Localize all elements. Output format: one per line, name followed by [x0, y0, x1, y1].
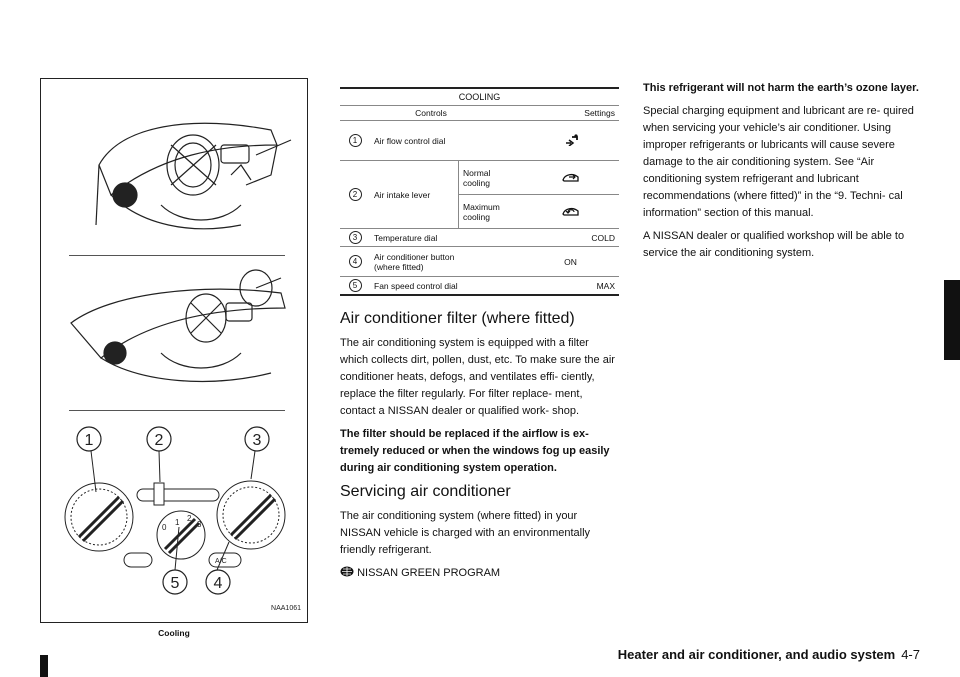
section-tab-marker [944, 280, 960, 360]
middle-column [340, 310, 620, 588]
row-number: 4 [349, 255, 362, 268]
row-number: 1 [349, 134, 362, 147]
fan-scale-1: 1 [175, 518, 180, 527]
dashboard-illustration-middle [41, 263, 307, 403]
figure-code: NAA1061 [271, 605, 301, 612]
recirculation-icon [561, 205, 581, 217]
ozone-note: This refrigerant will not harm the earth’s ozone layer. [643, 82, 919, 94]
fan-scale-3: 3 [197, 520, 202, 529]
control-name: Air conditioner button (where fitted) [370, 247, 522, 277]
fan-scale-0: 0 [162, 523, 167, 532]
filter-warning: The filter should be replaced if the airflow is ex- tremely reduced or when the windows fog up easily during air conditioning system operation. [340, 428, 610, 474]
footer-section-title: Heater and air conditioner, and audio system [617, 647, 896, 662]
cooling-settings-table [340, 87, 619, 296]
filter-heading: Air conditioner filter (where fitted) [340, 310, 575, 327]
control-name: Air intake lever [370, 161, 459, 229]
callout-5: 5 [170, 575, 180, 592]
row-number: 5 [349, 279, 362, 292]
figure-caption: Cooling [158, 628, 190, 638]
face-vent-icon [563, 134, 579, 146]
table-row [340, 161, 619, 195]
table-header-settings: Settings [522, 106, 619, 121]
callout-2: 2 [154, 432, 164, 449]
special-equipment-paragraph: Special charging equipment and lubricant are re- quired when servicing your vehicle’s air conditioner. Using improper refrigerants or lubricants will cause severe damage to the air conditioning system. See “Air conditioning system refrigerant and lubricant recommendations (where fitted)” in the “9. Techni- cal information” section of this manual. [643, 105, 914, 219]
dealer-note: A NISSAN dealer or qualified workshop will be able to service the air conditioning system. [643, 230, 905, 259]
green-program-label: NISSAN GREEN PROGRAM [357, 567, 501, 579]
page-corner-mark [40, 655, 48, 677]
figure-divider [69, 255, 285, 256]
figure-divider [69, 410, 285, 411]
ac-button-label: A/C [215, 558, 227, 565]
sub-label: Normal cooling [459, 161, 523, 195]
dashboard-illustration-top [41, 85, 307, 250]
green-program-icon [340, 566, 354, 577]
filter-body: The air conditioning system is equipped with a filter which collects dirt, pollen, dust, etc. To make sure the air conditioner heats, defogs, and ventilates effi- ciently, replace the filter regularly. For filter replace- ment, contact a NISSAN dealer or qualified work- shop. [340, 337, 615, 417]
servicing-body: The air conditioning system (where fitted) in your NISSAN vehicle is charged with an environmentally friendly refrigerant. [340, 510, 591, 556]
control-setting: MAX [522, 277, 619, 296]
table-row [340, 277, 619, 296]
fan-scale-2: 2 [187, 514, 192, 523]
right-column [643, 80, 923, 268]
table-title: COOLING [340, 88, 619, 106]
callout-3: 3 [252, 432, 262, 449]
row-number: 3 [349, 231, 362, 244]
table-row [340, 229, 619, 247]
callout-4: 4 [213, 575, 223, 592]
page-footer [618, 647, 920, 662]
control-setting: ON [522, 247, 619, 277]
row-number: 2 [349, 188, 362, 201]
control-name: Air flow control dial [370, 121, 522, 161]
control-setting: COLD [522, 229, 619, 247]
control-name: Fan speed control dial [370, 277, 522, 296]
table-row [340, 247, 619, 277]
page-number: 4-7 [901, 647, 920, 662]
sub-label: Maximum cooling [459, 195, 523, 229]
callout-1: 1 [84, 432, 94, 449]
illustration-panel [40, 78, 308, 638]
control-name: Temperature dial [370, 229, 522, 247]
table-row [340, 121, 619, 161]
servicing-heading: Servicing air conditioner [340, 483, 511, 500]
table-header-controls: Controls [340, 106, 522, 121]
outside-air-icon [561, 171, 581, 183]
climate-control-panel-illustration [41, 417, 307, 607]
